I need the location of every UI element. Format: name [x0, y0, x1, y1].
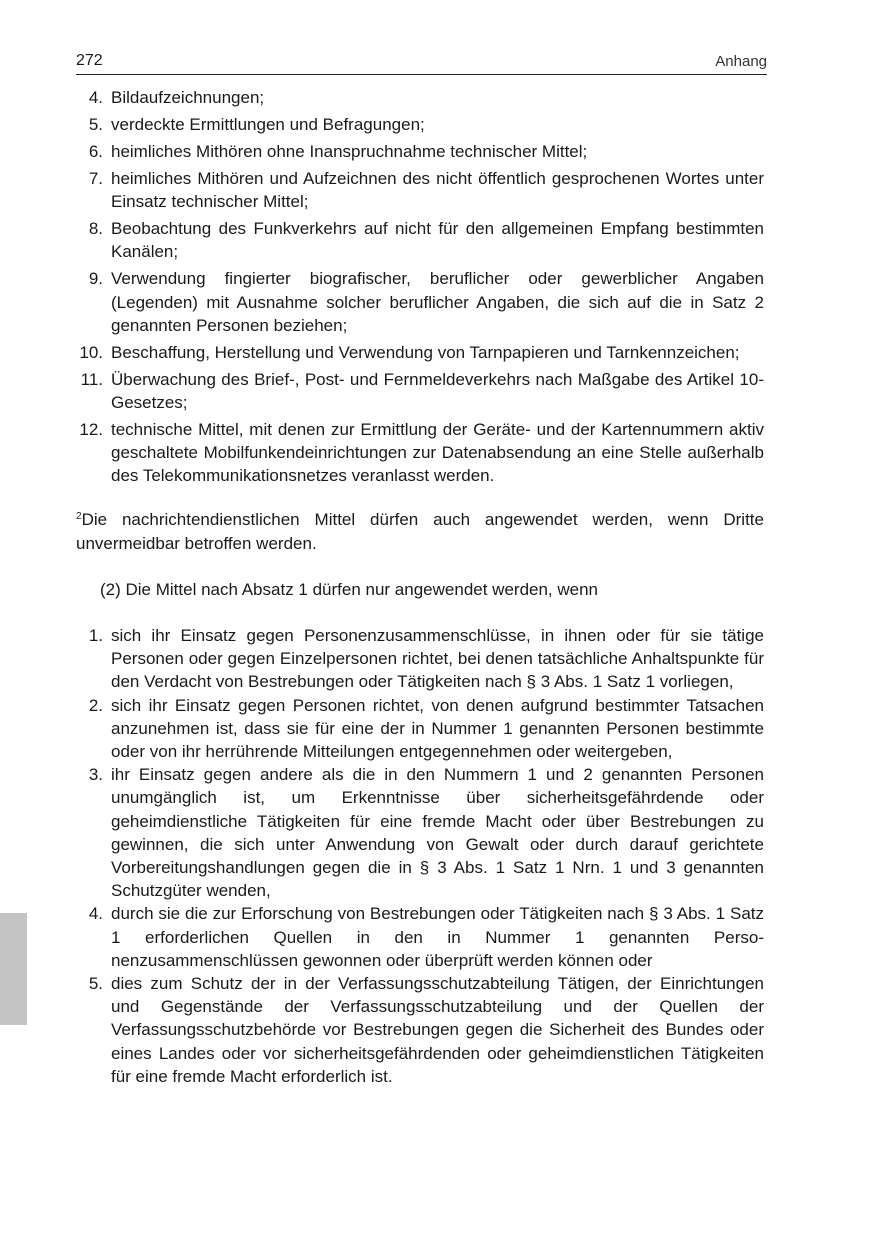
page-number: 272 — [76, 52, 103, 69]
list-item-number: 2. — [88, 695, 103, 715]
list-item — [76, 694, 764, 764]
list-item-number: 4. — [88, 904, 103, 924]
list-item-text: verdeckte Ermittlungen und Befragungen; — [111, 115, 425, 134]
list-item-text: Bildaufzeichnungen; — [111, 88, 265, 107]
list-item-number: 11. — [80, 369, 103, 389]
list-item-number: 8. — [88, 219, 103, 239]
list-item-number: 5. — [88, 974, 103, 994]
list-item — [76, 217, 764, 263]
list-item-number: 5. — [88, 115, 103, 134]
list-item-text: Verwendung fingierter biografischer, beruflicher oder gewerblicher Angaben (Legenden) mit Ausnahme solcher beruflicher Angaben, die sich auf die in Satz 2 genannten Personen beziehen; — [111, 269, 764, 335]
list-item-number: 12. — [79, 420, 103, 440]
list-item — [76, 167, 764, 213]
list-item — [76, 341, 764, 364]
list-item-text: dies zum Schutz der in der Verfassungsschutzabteilung Tätigen, der Einrichtungen und Gegenstände der Verfassungsschutzabteilung und der Quellen der Verfassungsschutzbehörde vor Bestrebungen gegen die Sicherheit des Bundes oder eines Landes oder vor sicherheitsgefährdenden oder geheimdienstlichen Tätigkeiten für eine fremde Macht erforderlich ist. — [111, 974, 764, 1086]
list-item-number: 10. — [79, 342, 103, 362]
list-item-text: Beschaffung, Herstellung und Verwendung von Tarnpapieren und Tarnkennzeichen; — [111, 342, 740, 362]
list-item-text: Beobachtung des Funkverkehrs auf nicht für den allgemeinen Empfang bestimmten Kanälen; — [111, 219, 764, 262]
page-header — [76, 52, 767, 75]
list-item-text: ihr Einsatz gegen andere als die in den Nummern 1 und 2 genannten Personen unumgänglich ist, um Erkenntnisse über sicherheitsgefährdende oder geheimdienstliche Tätigkeiten für eine fremde Macht oder über Bestrebungen zu gewinnen, die sich unter Anwendung von Gewalt oder durch darauf gerichtete Vorbereitungshandlungen gegen die in § 3 Abs. 1 Satz 1 Nrn. 1 und 3 genannten Schutzgüter wenden, — [111, 765, 764, 901]
list-item-number: 4. — [88, 88, 103, 107]
page-body — [76, 86, 764, 1088]
list-item — [76, 86, 764, 109]
list-item — [76, 972, 764, 1088]
sentence-marker: 2 — [76, 511, 82, 523]
conditions-list — [76, 624, 764, 1088]
list-item — [76, 418, 764, 488]
sentence-two-text: Die nachrichtendienstlichen Mittel dürfen auch angewendet werden, wenn Dritte unvermeidbar betroffen werden. — [76, 510, 764, 553]
list-item-number: 7. — [88, 169, 103, 188]
list-item — [76, 763, 764, 902]
list-item — [76, 902, 764, 972]
list-item — [76, 624, 764, 694]
list-item-number: 9. — [88, 269, 103, 289]
list-item — [76, 113, 764, 136]
list-item-text: sich ihr Einsatz gegen Personenzusammenschlüsse, in ihnen oder für sie tätige Personen oder gegen Einzelpersonen richtet, bei denen tatsächliche Anhaltspunkte für den Verdacht von Bestrebungen oder Tätigkeiten nach § 3 Abs. 1 Satz 1 vorliegen, — [111, 626, 764, 692]
chapter-thumb-tab — [0, 913, 27, 1025]
list-item-number: 6. — [88, 142, 103, 161]
list-item-number: 3. — [88, 765, 103, 785]
list-item — [76, 368, 764, 414]
sentence-two-paragraph — [76, 508, 764, 554]
list-item-text: heimliches Mithören und Aufzeichnen des nicht öffentlich gesprochenen Wortes unter Einsatz technischer Mittel; — [111, 169, 764, 212]
list-item-number: 1. — [88, 626, 103, 646]
list-item-text: durch sie die zur Erforschung von Bestrebungen oder Tätigkeiten nach § 3 Abs. 1 Satz 1 erforderlichen Quellen in den in Nummer 1 genannten Personenzusammenschlüssen gewonnen oder überprüft werden können oder — [111, 904, 764, 970]
list-item — [76, 267, 764, 337]
list-item-text: Überwachung des Brief-, Post- und Fernmeldeverkehrs nach Maßgabe des Artikel 10-Gesetzes; — [111, 369, 764, 413]
paragraph-two-intro: (2) Die Mittel nach Absatz 1 dürfen nur angewendet werden, wenn — [100, 579, 599, 599]
running-head: Anhang — [715, 53, 767, 70]
list-item-text: technische Mittel, mit denen zur Ermittlung der Geräte- und der Kartennummern aktiv geschaltete Mobilfunkendeinrichtungen zur Datenabsendung an eine Stelle außerhalb des Telekommunikationsnetzes veranlasst werden. — [111, 420, 764, 486]
list-item — [76, 140, 764, 163]
measures-list — [76, 86, 764, 488]
list-item-text: heimliches Mithören ohne Inanspruchnahme technischer Mittel; — [111, 142, 588, 161]
list-item-text: sich ihr Einsatz gegen Personen richtet, von denen aufgrund bestimmter Tatsachen anzunehmen ist, dass sie für eine der in Nummer 1 genannten Personen bestimmte oder von ihr herrührende Mitteilungen entgegennehmen oder weitergeben, — [111, 695, 764, 762]
